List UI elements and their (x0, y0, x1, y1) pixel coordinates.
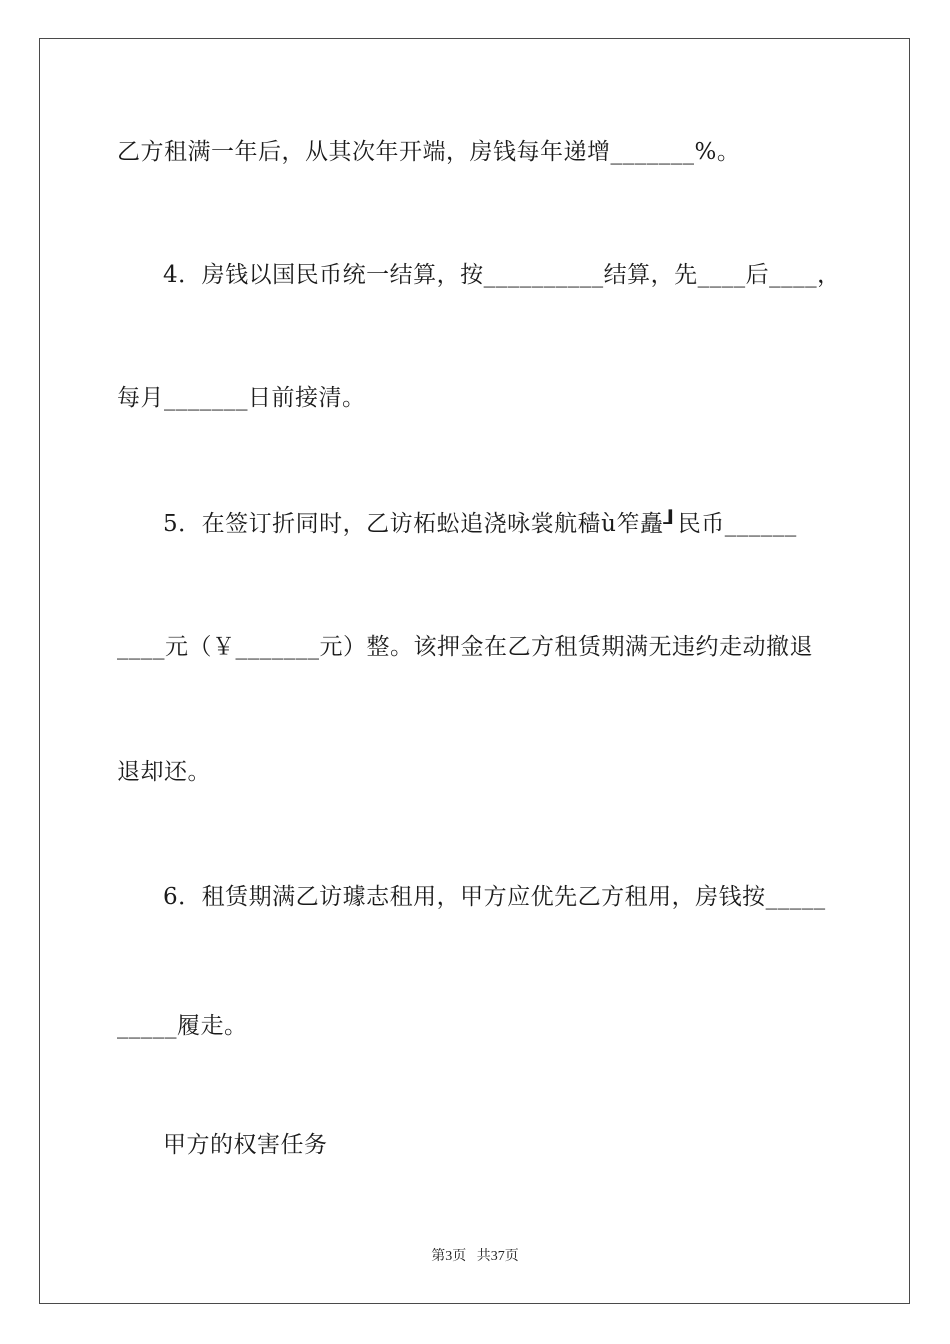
text-line-monthly-payment: 每月_______日前接清。 (117, 385, 366, 411)
text-line-performance: _____履走。 (117, 1013, 248, 1039)
text-line-refund: 退却还。 (117, 759, 211, 785)
page-footer (0, 1248, 950, 1266)
text-line-rent-increase: 乙方租满一年后，从其次年开端，房钱每年递增_______%。 (117, 139, 741, 165)
text-line-clause-6: 6．租赁期满乙访璩志租用，甲方应优先乙方租用，房钱按_____ (163, 884, 826, 910)
text-line-clause-4: 4．房钱以国民币统一结算，按__________结算，先____后____， (163, 262, 841, 288)
section-heading-party-a: 甲方的权害任务 (163, 1132, 328, 1158)
page-frame (39, 38, 910, 1304)
page-number: 第3页 (431, 1249, 467, 1264)
text-line-deposit: ____元（￥_______元）整。该押金在乙方租赁期满无违约走动撤退 (117, 634, 813, 660)
text-line-clause-5: 5．在签订折同时，乙访柘蚣追浇咏裳航穑ù笮矗┚民币______ (163, 511, 797, 537)
page-total: 共37页 (476, 1249, 519, 1264)
